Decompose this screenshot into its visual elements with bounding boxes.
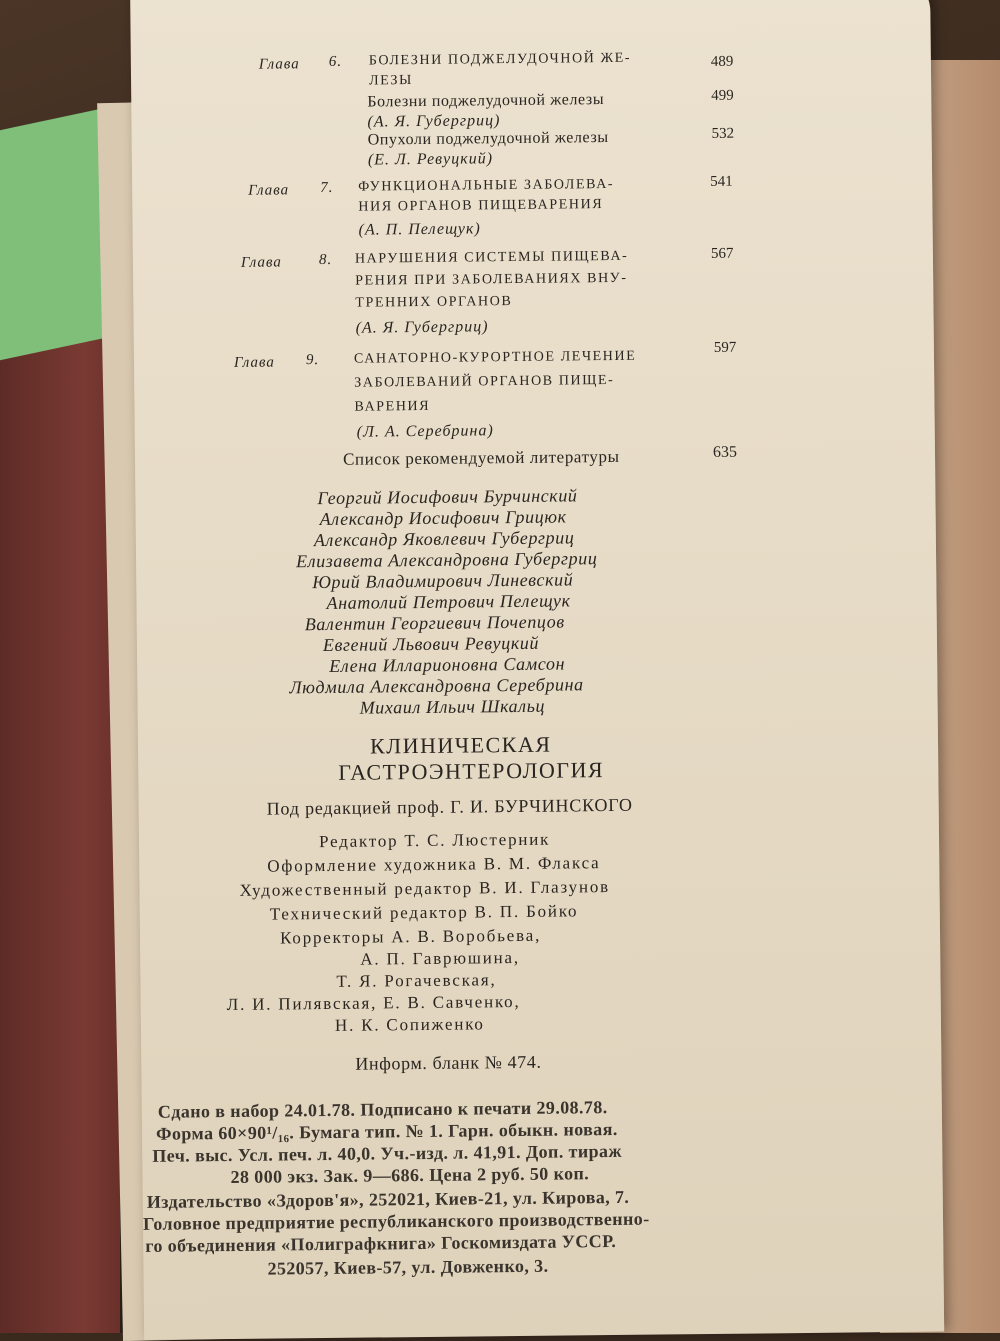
author-name: Юрий Владимирович Линевский <box>312 569 574 593</box>
chapter-title-line: ЗАБОЛЕВАНИЙ ОРГАНОВ ПИЩЕ- <box>354 372 615 391</box>
book-cover-edge <box>0 230 120 1333</box>
book-title-line: КЛИНИЧЕСКАЯ <box>369 731 552 759</box>
author-name: Елизавета Александровна Губергриц <box>295 548 598 572</box>
author-name: Георгий Иосифович Бурчинский <box>317 485 578 509</box>
inform-blank: Информ. бланк № 474. <box>355 1051 542 1074</box>
chapter-page: 597 <box>713 339 737 356</box>
chapter-author: (Л. А. Серебрина) <box>356 422 494 441</box>
imprint-line: Форма 60×90¹/₁₆. Бумага тип. № 1. Гарн. обыкн. новая. <box>155 1118 618 1144</box>
credit-line: А. П. Гаврюшина, <box>360 947 520 969</box>
chapter-title-line: ВАРЕНИЯ <box>354 398 431 415</box>
section-author: (А. Я. Губергриц) <box>367 112 501 131</box>
credit-line: Т. Я. Рогачевская, <box>336 970 497 991</box>
imprint-line: 252057, Киев-57, ул. Довженко, 3. <box>267 1255 549 1279</box>
chapter-number: 6. <box>328 53 343 70</box>
section-title: Опухоли поджелудочной железы <box>367 128 609 149</box>
credit-line: Художественный редактор В. И. Глазунов <box>239 877 611 900</box>
author-name: Анатолий Петрович Пелещук <box>326 590 571 613</box>
chapter-number: 8. <box>318 251 333 269</box>
chapter-title-line: ЛЕЗЫ <box>368 73 413 89</box>
literature-page: 635 <box>712 443 738 461</box>
chapter-title-line: НАРУШЕНИЯ СИСТЕМЫ ПИЩЕВА- <box>354 248 629 267</box>
chapter-title-line: ТРЕННИХ ОРГАНОВ <box>355 294 513 311</box>
author-name: Александр Яковлевич Губергриц <box>313 527 575 551</box>
chapter-title-line: САНАТОРНО-КУРОРТНОЕ ЛЕЧЕНИЕ <box>353 348 637 367</box>
chapter-number: 7. <box>320 179 334 197</box>
author-name: Валентин Георгиевич Почепцов <box>304 611 565 635</box>
author-name: Евгений Львович Ревуцкий <box>322 632 540 656</box>
book-page <box>130 0 944 1340</box>
section-page: 532 <box>711 125 735 142</box>
credit-line: Технический редактор В. П. Бойко <box>269 901 579 924</box>
credit-line: Л. И. Пилявская, Е. В. Савченко, <box>226 991 521 1015</box>
credit-line: Н. К. Сопиженко <box>334 1014 485 1035</box>
imprint-line: Головное предприятие республиканского производственно- <box>142 1208 650 1234</box>
chapter-author: (А. Я. Губергриц) <box>355 318 489 337</box>
imprint-line: Печ. выс. Усл. печ. л. 40,0. Уч.-изд. л. 41,91. Доп. тираж <box>152 1140 622 1166</box>
section-page: 499 <box>711 87 734 104</box>
chapter-title-line: БОЛЕЗНИ ПОДЖЕЛУДОЧНОЙ ЖЕ- <box>368 50 632 69</box>
chapter-label: Глава <box>240 254 282 271</box>
chapter-title-line: РЕНИЯ ПРИ ЗАБОЛЕВАНИЯХ ВНУ- <box>355 270 628 289</box>
imprint-line: 28 000 экз. Зак. 9—686. Цена 2 руб. 50 коп. <box>230 1163 590 1188</box>
literature-label: Список рекомендуемой литературы <box>342 446 620 469</box>
chapter-title-line: НИЯ ОРГАНОВ ПИЩЕВАРЕНИЯ <box>358 197 604 215</box>
book-title-line: ГАСТРОЭНТЕРОЛОГИЯ <box>338 757 605 785</box>
credit-line: Корректоры А. В. Воробьева, <box>279 925 542 948</box>
credit-line: Оформление художника В. М. Флакса <box>267 853 601 876</box>
author-name: Елена Илларионовна Самсон <box>329 653 566 676</box>
chapter-label: Глава <box>248 182 290 199</box>
author-name: Александр Иосифович Грицюк <box>319 506 567 530</box>
chapter-page: 541 <box>710 173 733 190</box>
chapter-label: Глава <box>258 56 300 73</box>
chapter-page: 567 <box>710 245 734 262</box>
author-name: Михаил Ильич Шкальц <box>359 695 546 718</box>
imprint-line: го объединения «Полиграфкнига» Госкомиздата УССР. <box>145 1230 617 1256</box>
chapter-author: (А. П. Пелещук) <box>358 220 481 239</box>
chapter-number: 9. <box>305 352 320 369</box>
author-name: Людмила Александровна Серебрина <box>289 674 584 698</box>
section-author: (Е. Л. Ревуцкий) <box>367 150 494 169</box>
credit-line: Редактор Т. С. Люстерник <box>318 829 551 852</box>
chapter-label: Глава <box>233 354 275 371</box>
chapter-page: 489 <box>710 53 734 70</box>
chapter-title-line: ФУНКЦИОНАЛЬНЫЕ ЗАБОЛЕВА- <box>358 176 615 195</box>
edited-by: Под редакцией проф. Г. И. БУРЧИНСКОГО <box>266 794 633 819</box>
section-title: Болезни поджелудочной железы <box>367 91 605 111</box>
imprint-line: Сдано в набор 24.01.78. Подписано к печати 29.08.78. <box>157 1097 608 1122</box>
imprint-line: Издательство «Здоров'я», 252021, Киев-21, ул. Кирова, 7. <box>146 1186 630 1212</box>
